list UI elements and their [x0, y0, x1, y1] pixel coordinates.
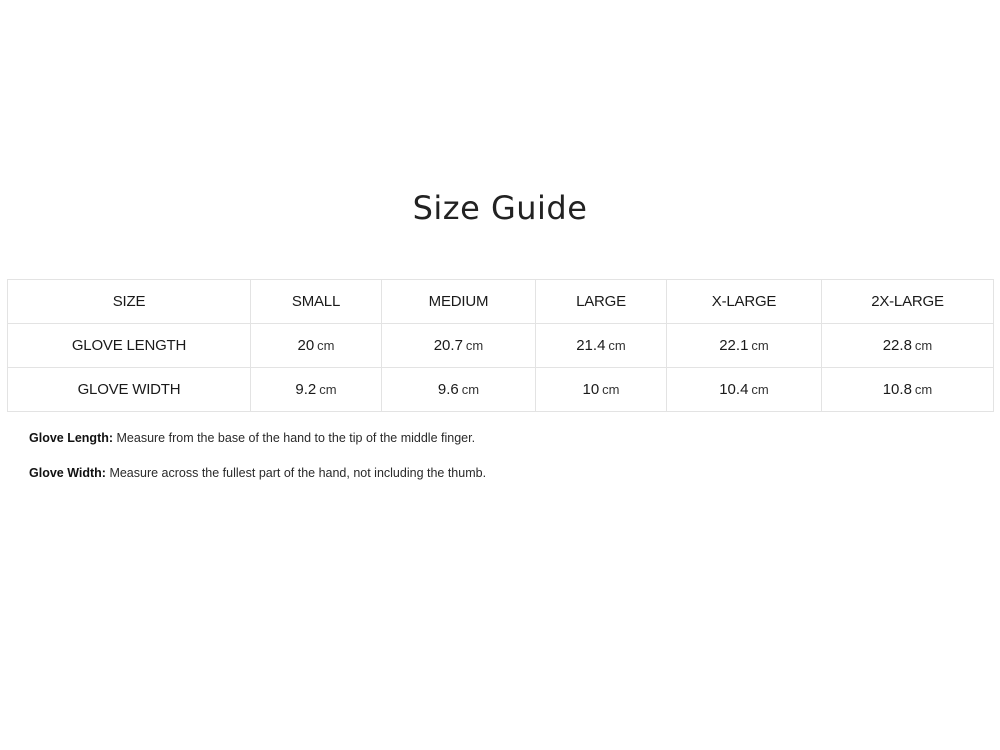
- cell-value: 20: [297, 337, 315, 354]
- cell-value: 10.4: [719, 381, 749, 398]
- size-column-header: LARGE: [536, 280, 667, 324]
- row-label-glove-length: GLOVE LENGTH: [8, 324, 251, 368]
- table-row: [8, 368, 994, 412]
- table-cell: [251, 368, 382, 412]
- cell-value: 21.4: [576, 337, 606, 354]
- cell-unit: cm: [317, 338, 335, 353]
- note-glove-width: [29, 465, 979, 481]
- table-cell: [251, 324, 382, 368]
- cell-value: 20.7: [433, 337, 463, 354]
- page-title: Size Guide: [412, 189, 588, 227]
- cell-value: 22.8: [882, 337, 912, 354]
- table-cell: [667, 324, 822, 368]
- cell-value: 10: [582, 381, 600, 398]
- size-column-header: 2X-LARGE: [822, 280, 994, 324]
- cell-value: 9.6: [437, 381, 459, 398]
- table-cell: [822, 368, 994, 412]
- cell-unit: cm: [914, 382, 933, 397]
- cell-unit: cm: [914, 338, 933, 353]
- size-column-header: MEDIUM: [382, 280, 536, 324]
- table-cell: [536, 368, 667, 412]
- table-row: [8, 324, 994, 368]
- note-text: Measure across the fullest part of the hand, not including the thumb.: [105, 466, 487, 480]
- cell-unit: cm: [751, 382, 769, 397]
- cell-unit: cm: [461, 382, 480, 397]
- note-text: Measure from the base of the hand to the tip of the middle finger.: [113, 431, 476, 445]
- cell-unit: cm: [751, 338, 769, 353]
- cell-unit: cm: [608, 338, 626, 353]
- size-column-header: SMALL: [251, 280, 382, 324]
- table-cell: [536, 324, 667, 368]
- table-header-row: [8, 280, 994, 324]
- cell-unit: cm: [602, 382, 620, 397]
- table-cell: [822, 324, 994, 368]
- table-cell: [382, 368, 536, 412]
- size-column-header: X-LARGE: [667, 280, 822, 324]
- size-header-cell: SIZE: [8, 280, 251, 324]
- cell-unit: cm: [319, 382, 337, 397]
- note-glove-length: [29, 430, 979, 446]
- note-term: Glove Length:: [29, 431, 114, 445]
- cell-value: 10.8: [882, 381, 912, 398]
- table-cell: [382, 324, 536, 368]
- cell-value: 22.1: [719, 337, 749, 354]
- note-term: Glove Width:: [29, 466, 106, 480]
- cell-value: 9.2: [295, 381, 317, 398]
- table-cell: [667, 368, 822, 412]
- row-label-glove-width: GLOVE WIDTH: [8, 368, 251, 412]
- cell-unit: cm: [465, 338, 484, 353]
- size-table: [7, 279, 994, 412]
- measurement-notes: [29, 430, 979, 500]
